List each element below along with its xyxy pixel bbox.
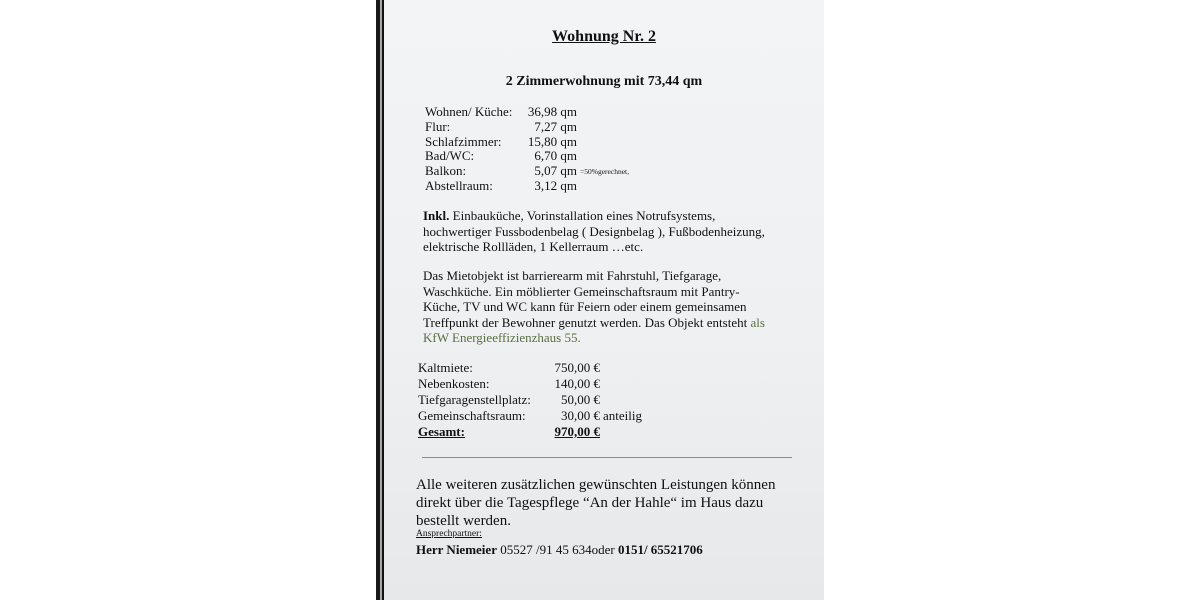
footer-paragraph (416, 476, 796, 530)
room-row (425, 164, 685, 179)
room-name: Abstellraum: (425, 177, 493, 193)
cost-value: 50,00 € (561, 392, 600, 407)
room-name: Wohnen/ Küche: (425, 104, 513, 119)
room-area: 15,80 qm (527, 133, 577, 149)
description-line: Küche, TV und WC kann für Feiern oder einem gemeinsamen (423, 299, 747, 314)
cost-row (418, 376, 678, 392)
cost-row (418, 360, 678, 376)
features-line: Einbauküche, Vorinstallation eines Notrufsystems, (449, 208, 716, 223)
cost-name: Nebenkosten: (418, 376, 490, 391)
cost-row (418, 408, 678, 424)
room-area: 5,07 qm (534, 163, 577, 179)
contact-line (416, 542, 703, 558)
room-list (425, 105, 685, 194)
features-paragraph (423, 208, 783, 255)
contact-name: Herr Niemeier (416, 542, 497, 557)
room-name: Balkon: (425, 163, 467, 179)
left-margin (0, 0, 376, 600)
cost-note: anteilig (603, 408, 642, 423)
room-name: Schlafzimmer: (425, 133, 502, 149)
contact-phone-mobile: 0151/ 65521706 (617, 542, 703, 557)
cost-name: Kaltmiete: (418, 360, 473, 375)
features-line: hochwertiger Fussbodenbelag ( Designbelag ), Fußbodenheizung, (423, 223, 765, 239)
room-name: Flur: (425, 118, 451, 134)
paper-sheet (384, 0, 824, 600)
cost-value: 30,00 € (561, 408, 600, 423)
cost-row (418, 392, 678, 408)
divider-line (422, 457, 792, 458)
description-highlight: als (750, 314, 765, 330)
cost-name: Gemeinschaftsraum: (418, 408, 526, 423)
footer-line: bestellt werden. (416, 513, 511, 529)
document-content (384, 0, 824, 600)
total-label: Gesamt: (418, 424, 465, 439)
description-line: Treffpunkt der Bewohner genutzt werden. Das Objekt entsteht (423, 314, 751, 330)
room-area: 7,27 qm (534, 118, 577, 134)
description-paragraph (423, 268, 783, 346)
document-subtitle: 2 Zimmerwohnung mit 73,44 qm (505, 74, 703, 89)
room-row (425, 135, 685, 150)
description-highlight: KfW Energieeffizienzhaus 55. (423, 330, 581, 345)
room-area: 36,98 qm (527, 104, 577, 119)
document-title: Wohnung Nr. 2 (552, 28, 656, 45)
room-name: Bad/WC: (425, 148, 475, 164)
features-line: elektrische Rollläden, 1 Kellerraum …etc. (423, 239, 644, 254)
room-row (425, 120, 685, 135)
total-value: 970,00 € (554, 424, 600, 439)
cost-value: 140,00 € (554, 376, 600, 391)
footer-line: Alle weiteren zusätzlichen gewünschten Leistungen können (416, 477, 776, 493)
contact-label: Ansprechpartner: (416, 529, 482, 539)
footer-line: direkt über die Tagespflege “An der Hahle“ im Haus dazu (416, 495, 764, 511)
description-line: Das Mietobjekt ist barrierearm mit Fahrstuhl, Tiefgarage, (423, 268, 722, 283)
description-line: Waschküche. Ein möblierter Gemeinschaftsraum mit Pantry- (423, 283, 740, 299)
total-row (418, 424, 678, 440)
room-area: 6,70 qm (534, 148, 577, 164)
room-area: 3,12 qm (534, 177, 577, 193)
paper-underlayer-edge (380, 0, 382, 600)
room-row (425, 149, 685, 164)
cost-table (418, 360, 678, 440)
room-row (425, 179, 685, 194)
features-lead: Inkl. (423, 208, 450, 223)
room-note: =50%gerechnet, (580, 167, 629, 177)
document-photo (376, 0, 824, 600)
contact-phone-landline: 05527 /91 45 634oder (496, 542, 618, 557)
cost-name: Tiefgaragenstellplatz: (418, 392, 531, 407)
room-row (425, 105, 685, 120)
cost-value: 750,00 € (554, 360, 600, 375)
right-margin (824, 0, 1200, 600)
